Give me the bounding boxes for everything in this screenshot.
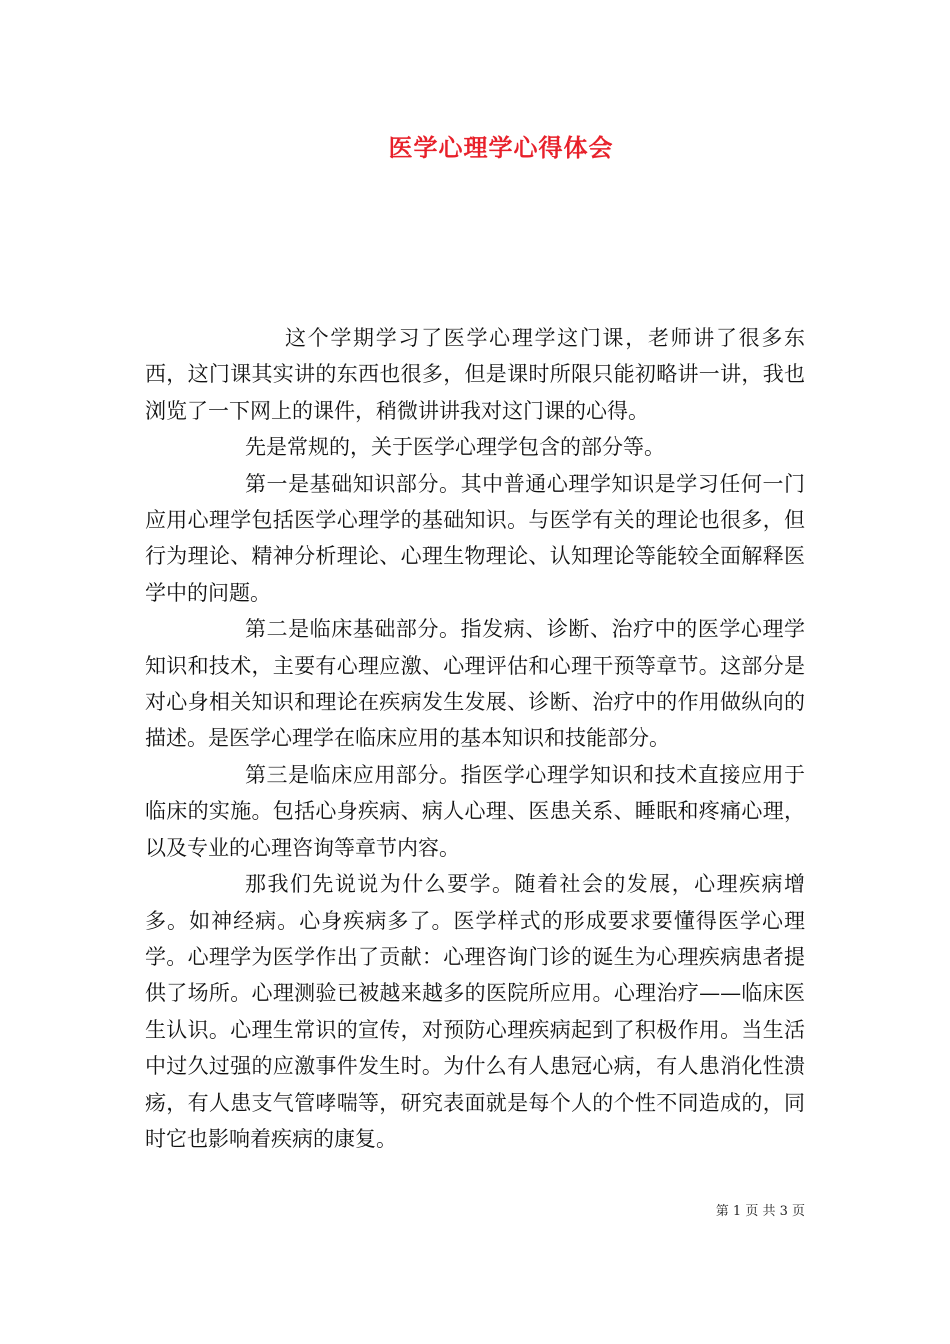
document-body [145, 320, 805, 1157]
paragraph-part-three: 第三是临床应用部分。指医学心理学知识和技术直接应用于临床的实施。包括心身疾病、病人心理、医患关系、睡眠和疼痛心理，以及专业的心理咨询等章节内容。 [145, 762, 805, 860]
paragraph-part-one: 第一是基础知识部分。其中普通心理学知识是学习任何一门应用心理学包括医学心理学的基础知识。与医学有关的理论也很多，但行为理论、精神分析理论、心理生物理论、认知理论等能较全面解释医学中的问题。 [145, 471, 805, 605]
paragraph-intro: 这个学期学习了医学心理学这门课，老师讲了很多东西，这门课其实讲的东西也很多，但是课时所限只能初略讲一讲，我也浏览了一下网上的课件，稍微讲讲我对这门课的心得。 [145, 326, 805, 423]
paragraph-overview: 先是常规的，关于医学心理学包含的部分等。 [245, 435, 665, 460]
document-title: 医学心理学心得体会 [388, 133, 614, 162]
paragraph-part-two: 第二是临床基础部分。指发病、诊断、治疗中的医学心理学知识和技术，主要有心理应激、心理评估和心理干预等章节。这部分是对心身相关知识和理论在疾病发生发展、诊断、治疗中的作用做纵向的描述。是医学心理学在临床应用的基本知识和技能部分。 [145, 617, 805, 751]
paragraph-why-learn: 那我们先说说为什么要学。随着社会的发展，心理疾病增多。如神经病。心身疾病多了。医学样式的形成要求要懂得医学心理学。心理学为医学作出了贡献：心理咨询门诊的诞生为心理疾病患者提供了场所。心理测验已被越来越多的医院所应用。心理治疗——临床医生认识。心理生常识的宣传，对预防心理疾病起到了积极作用。当生活中过久过强的应激事件发生时。为什么有人患冠心病，有人患消化性溃疡，有人患支气管哮喘等，研究表面就是每个人的个性不同造成的，同时它也影响着疾病的康复。 [145, 872, 805, 1151]
page-number-footer: 第 1 页 共 3 页 [715, 1204, 805, 1219]
